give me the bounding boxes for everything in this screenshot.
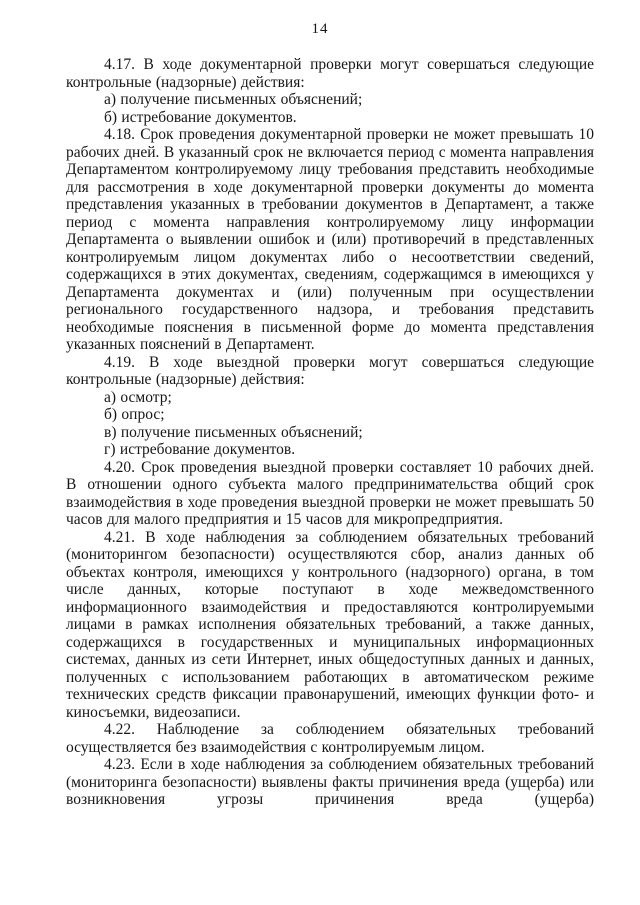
paragraph-4-18: 4.18. Срок проведения документарной проверки не может превышать 10 рабочих дней. В указанный срок не включается период с момента направления Департаментом контролируемому лицу требования представить необходимые для рассмотрения в ходе документарной проверки документы до момента представления указанных в требовании документов в Департамент, а также период с момента направления контролируемому лицу информации Департамента о выявлении ошибок и (или) противоречий в представленных контролируемым лицом документах либо о несоответствии сведений, содержащихся в этих документах, сведениям, содержащимся в имеющихся у Департамента документах и (или) полученным при осуществлении регионального государственного надзора, и требования представить необходимые пояснения в письменной форме до момента представления указанных пояснений в Департамент. xyxy=(66,126,594,353)
paragraph-4-21: 4.21. В ходе наблюдения за соблюдением обязательных требований (мониторингом безопасности) осуществляются сбор, анализ данных об объектах контроля, имеющихся у контрольного (надзорного) органа, в том числе данных, которые поступают в ходе межведомственного информационного взаимодействия и предоставляются контролируемыми лицами в рамках исполнения обязательных требований, а также данных, содержащихся в государственных и муниципальных информационных системах, данных из сети Интернет, иных общедоступных данных и данных, полученных с использованием работающих в автоматическом режиме технических средств фиксации правонарушений, имеющих функции фото- и киносъемки, видеозаписи. xyxy=(66,528,594,721)
paragraph-4-17-item-b: б) истребование документов. xyxy=(104,108,297,126)
paragraph-4-22: 4.22. Наблюдение за соблюдением обязательных требований осуществляется без взаимодействия с контролируемым лицом. xyxy=(66,721,594,756)
paragraph-4-17: 4.17. В ходе документарной проверки могут совершаться следующие контрольные (надзорные) действия: xyxy=(66,56,594,91)
paragraph-4-19-item-a: а) осмотр; xyxy=(104,388,172,406)
paragraph-4-19-item-v: в) получение письменных объяснений; xyxy=(104,423,363,441)
paragraph-4-17-item-a: а) получение письменных объяснений; xyxy=(104,91,363,108)
paragraph-4-19-item-b: б) опрос; xyxy=(104,406,165,423)
document-body xyxy=(66,56,594,809)
page-number: 14 xyxy=(311,21,329,37)
paragraph-4-19: 4.19. В ходе выездной проверки могут совершаться следующие контрольные (надзорные) действия: xyxy=(66,353,594,388)
paragraph-4-19-item-g: г) истребование документов. xyxy=(104,441,296,458)
paragraph-4-20: 4.20. Срок проведения выездной проверки составляет 10 рабочих дней. В отношении одного субъекта малого предпринимательства общий срок взаимодействия в ходе проведения выездной проверки не может превышать 50 часов для малого предприятия и 15 часов для микропредприятия. xyxy=(66,458,594,528)
paragraph-4-23: 4.23. Если в ходе наблюдения за соблюдением обязательных требований (мониторинга безопасности) выявлены факты причинения вреда (ущерба) или возникновения угрозы причинения вреда (ущерба) xyxy=(66,756,594,808)
